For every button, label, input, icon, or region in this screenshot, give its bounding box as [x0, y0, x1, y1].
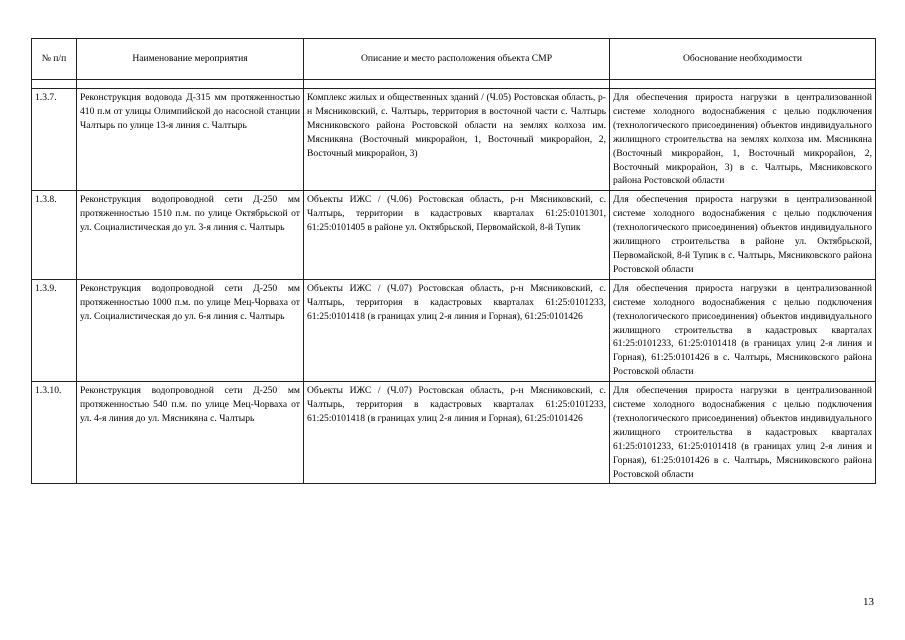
measures-table — [31, 38, 876, 484]
header-measure-name: Наименование мероприятия — [77, 39, 304, 80]
table-row — [32, 89, 876, 191]
header-number: № п/п — [32, 39, 77, 80]
table-header-row — [32, 39, 876, 80]
row-justification: Для обеспечения прироста нагрузки в централизованной системе холодного водоснабжения с целью подключения (технологического присоединения) объектов индивидуального жилищного строительства в кадастровых кварталах 61:25:0101233, 61:25:0101418 (в границах улиц 2-я линия и Горная), 61:25:0101426 в с. Чалтырь, Мясниковского района Ростовской области — [610, 279, 876, 381]
header-description: Описание и место расположения объекта СМР — [304, 39, 610, 80]
row-justification: Для обеспечения прироста нагрузки в централизованной системе холодного водоснабжения с целью подключения (технологического присоединения) объектов индивидуального жилищного строительства на землях колхоза им. Мясникяна (Восточный микрорайон, 1, Восточный микрорайон, 2, Восточный микрорайон, 3) в с. Чалтырь, Мясниковского района Ростовской области — [610, 89, 876, 191]
row-description: Объекты ИЖС / (Ч.06) Ростовская область, р-н Мясниковский, с. Чалтырь, территории в кадастровых кварталах 61:25:0101301, 61:25:0101405 в районе ул. Октябрьской, Первомайской, 8-й Тупик — [304, 191, 610, 279]
row-justification: Для обеспечения прироста нагрузки в централизованной системе холодного водоснабжения с целью подключения (технологического присоединения) объектов индивидуального жилищного строительства в районе ул. Октябрьской, Первомайской, 8-й Тупик в с. Чалтырь, Мясниковского района Ростовской области — [610, 191, 876, 279]
row-number: 1.3.10. — [32, 382, 77, 484]
spacer-row — [32, 80, 876, 89]
row-description: Объекты ИЖС / (Ч.07) Ростовская область, р-н Мясниковский, с. Чалтырь, территория в кадастровых кварталах 61:25:0101233, 61:25:0101418 (в границах улиц 2-я линия и Горная), 61:25:0101426 — [304, 382, 610, 484]
page-number: 13 — [863, 596, 874, 608]
row-measure-name: Реконструкция водопроводной сети Д-250 мм протяженностью 1510 п.м. по улице Октябрьской от ул. Социалистическая до ул. 3-я линия с. Чалтырь — [77, 191, 304, 279]
table-row — [32, 191, 876, 279]
row-number: 1.3.7. — [32, 89, 77, 191]
row-number: 1.3.9. — [32, 279, 77, 381]
row-justification: Для обеспечения прироста нагрузки в централизованной системе холодного водоснабжения с целью подключения (технологического присоединения) объектов индивидуального жилищного строительства в кадастровых кварталах 61:25:0101233, 61:25:0101418 (в границах улиц 2-я линия и Горная), 61:25:0101426 в с. Чалтырь, Мясниковского района Ростовской области — [610, 382, 876, 484]
row-measure-name: Реконструкция водопроводной сети Д-250 мм протяженностью 1000 п.м. по улице Мец-Чорваха от ул. Социалистическая до ул. 6-я линия с. Чалтырь — [77, 279, 304, 381]
row-description: Объекты ИЖС / (Ч.07) Ростовская область, р-н Мясниковский, с. Чалтырь, территория в кадастровых кварталах 61:25:0101233, 61:25:0101418 (в границах улиц 2-я линия и Горная), 61:25:0101426 — [304, 279, 610, 381]
table-row — [32, 382, 876, 484]
row-number: 1.3.8. — [32, 191, 77, 279]
row-description: Комплекс жилых и общественных зданий / (Ч.05) Ростовская область, р-н Мясниковский, с. Чалтырь, территория в восточной части с. Чалтырь Мясниковского района Ростовской области на землях колхоза им. Мясникяна (Восточный микрорайон, 1, Восточный микрорайон, 2, Восточный микрорайон, 3) — [304, 89, 610, 191]
row-measure-name: Реконструкция водопроводной сети Д-250 мм протяженностью 540 п.м. по улице Мец-Чорваха от ул. 4-я линия до ул. Мясникяна с. Чалтырь — [77, 382, 304, 484]
header-justification: Обоснование необходимости — [610, 39, 876, 80]
table-row — [32, 279, 876, 381]
row-measure-name: Реконструкция водовода Д-315 мм протяженностью 410 п.м от улицы Олимпийской до насосной станции Чалтырь по улице 13-я линия с. Чалтырь — [77, 89, 304, 191]
